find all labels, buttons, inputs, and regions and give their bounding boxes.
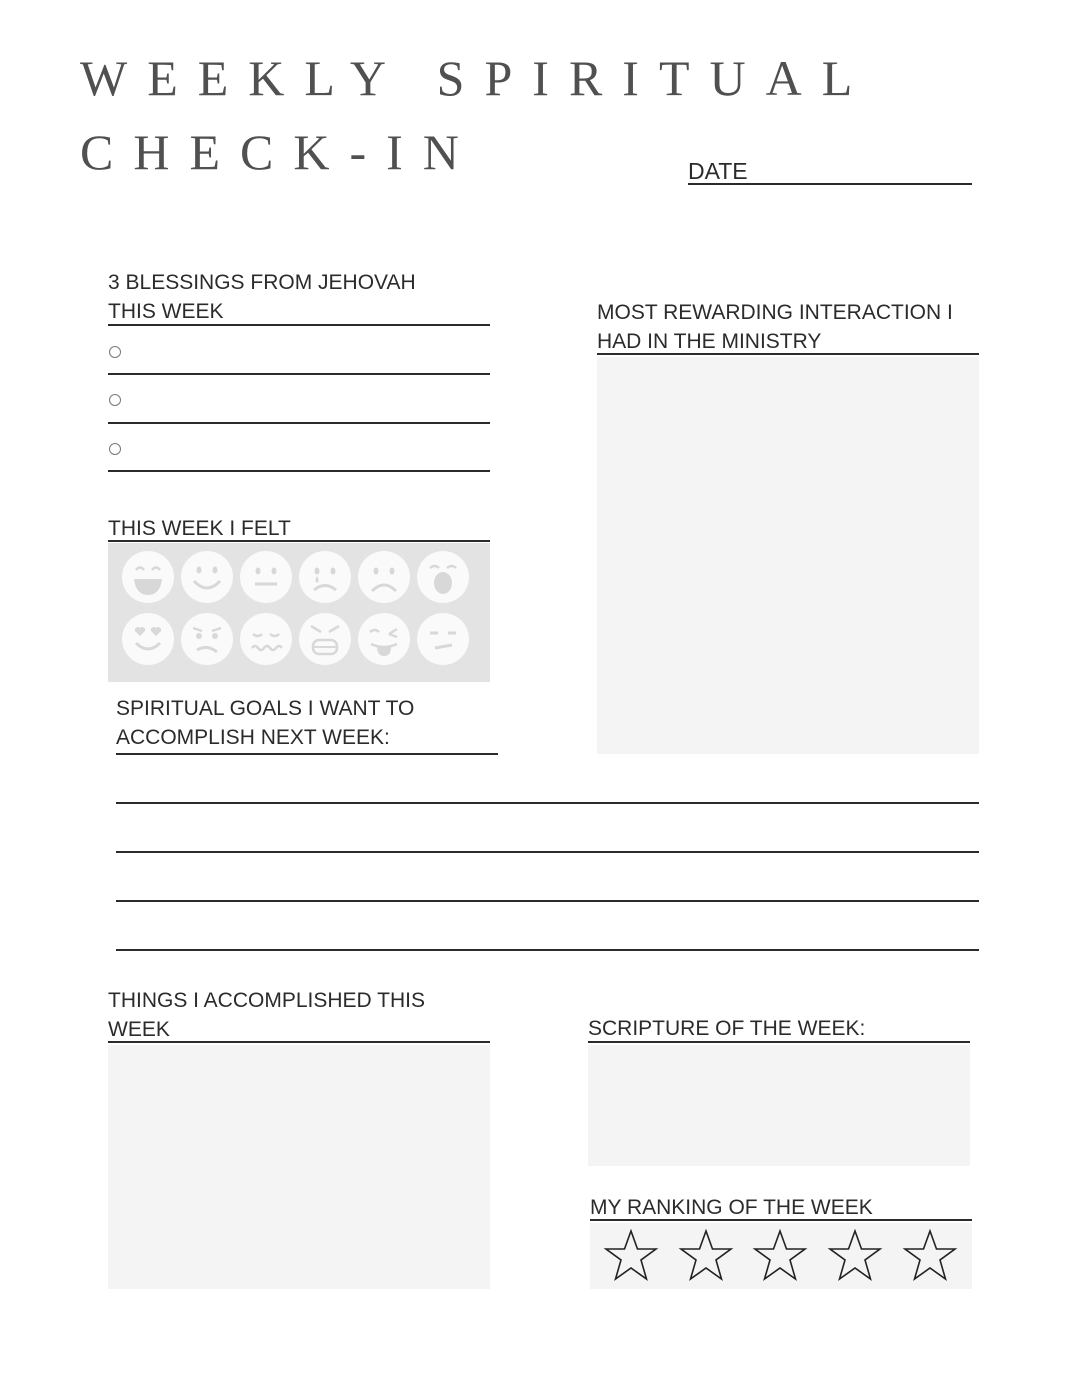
confused-face-icon[interactable] [180,612,234,666]
goal-line-4[interactable] [116,949,979,951]
scripture-header-rule [588,1041,970,1043]
date-field-line[interactable] [688,183,972,185]
angry-face-icon[interactable] [298,612,352,666]
goal-line-2[interactable] [116,851,979,853]
accomplished-label-line-1: THINGS I ACCOMPLISHED THIS [108,989,425,1012]
date-label: DATE [688,158,748,184]
unamused-face-icon[interactable] [416,612,470,666]
smiling-face-icon[interactable] [180,550,234,604]
goal-line-1[interactable] [116,802,979,804]
blessings-label-line-1: 3 BLESSINGS FROM JEHOVAH [108,271,416,294]
ranking-label: MY RANKING OF THE WEEK [590,1196,873,1219]
ranking-header-rule [590,1219,972,1221]
sad-face-icon[interactable] [357,550,411,604]
goals-label-line-2: ACCOMPLISH NEXT WEEK: [116,726,390,749]
page-title-line-1: WEEKLY SPIRITUAL [80,50,873,106]
ministry-text-box[interactable] [597,357,979,754]
ministry-label-line-1: MOST REWARDING INTERACTION I [597,301,953,324]
ministry-label-line-2: HAD IN THE MINISTRY [597,330,822,353]
goals-header-rule [116,753,498,755]
feelings-header-rule [108,540,490,542]
accomplished-header-rule [108,1041,490,1043]
heart-eyes-face-icon[interactable] [121,612,175,666]
rating-star-4-icon[interactable] [827,1229,883,1283]
rating-star-5-icon[interactable] [902,1229,958,1283]
neutral-face-icon[interactable] [239,550,293,604]
blessings-header-rule [108,324,490,326]
wavy-mouth-face-icon[interactable] [239,612,293,666]
accomplished-text-box[interactable] [108,1045,490,1289]
rating-star-3-icon[interactable] [752,1229,808,1283]
blessing-1-checkbox-icon[interactable] [109,346,121,358]
blessing-3-checkbox-icon[interactable] [109,443,121,455]
tongue-out-face-icon[interactable] [357,612,411,666]
rating-star-2-icon[interactable] [678,1229,734,1283]
shocked-face-icon[interactable] [416,550,470,604]
feelings-label: THIS WEEK I FELT [108,517,291,540]
blessing-2-checkbox-icon[interactable] [109,394,121,406]
goal-line-3[interactable] [116,900,979,902]
goals-label-line-1: SPIRITUAL GOALS I WANT TO [116,697,415,720]
ranking-panel [590,1223,972,1289]
rating-star-1-icon[interactable] [603,1229,659,1283]
blessing-2-line[interactable] [108,422,490,424]
scripture-text-box[interactable] [588,1045,970,1166]
page-title-line-2: CHECK-IN [80,124,479,180]
mood-selector-panel [108,543,490,682]
crying-face-icon[interactable] [298,550,352,604]
laughing-face-icon[interactable] [121,550,175,604]
scripture-label: SCRIPTURE OF THE WEEK: [588,1017,866,1040]
blessings-label-line-2: THIS WEEK [108,300,224,323]
accomplished-label-line-2: WEEK [108,1018,170,1041]
blessing-1-line[interactable] [108,373,490,375]
ministry-header-rule [597,353,979,355]
blessing-3-line[interactable] [108,470,490,472]
